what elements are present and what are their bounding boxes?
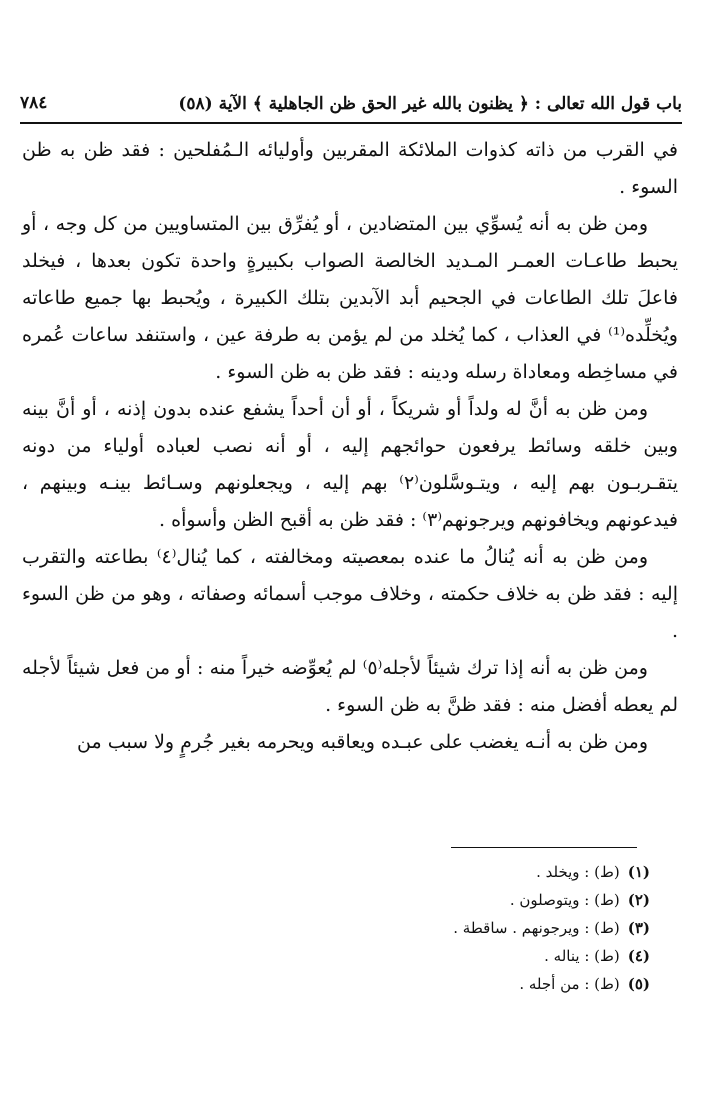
footnote-text: (ط) : ويتوصلون . bbox=[509, 891, 620, 909]
paragraph: ومن ظن به أنَّ له ولداً أو شريكاً ، أو أن أحداً يشفع عنده بدون إذنه ، أو أنَّ بينه وبين خلقه وسائط يرفعون حوائجهم إليه ، أو أنه نصب لعباده أولياء من دونه يتقـربـون بهم إليه ، ويتـوسَّلون⁽٢⁾ بهم إليه ، ويجعلونهم وسـائط بينـه وبينهم ، فيدعونهم ويخافونهم ويرجونهم⁽٣⁾ : فقد ظن به أقبح الظن وأسوأه . bbox=[22, 398, 679, 531]
footnote-text: (ط) : يناله . bbox=[544, 947, 620, 965]
footnote-text: (ط) : ويخلد . bbox=[536, 863, 620, 881]
footnote-number: (٤) bbox=[627, 947, 650, 965]
paragraph: ومن ظن به أنه يُسوِّي بين المتضادين ، أو يُفرِّق بين المتساويين من كل وجه ، أو يحبط طاعـات العمـر المـديد الخالصة الصواب بكبيرةٍ واحدة تكون بعدها ، فيخلد فاعلَ تلك الطاعات في الجحيم أبد الآبدين بتلك الكبيرة ، ويُحبط بها جميع طاعاته ويُخلِّده⁽¹⁾ في العذاب ، كما يُخلد من لم يؤمن به طرفة عين ، واستنفد ساعات عُمره في مساخِطه ومعاداة رسله ودينه : فقد ظن به ظن السوء . bbox=[22, 213, 678, 383]
chapter-title: باب قول الله تعالى : ﴿ يظنون بالله غير الحق ظن الجاهلية ﴾ الآية (٥٨) bbox=[178, 93, 682, 114]
running-header bbox=[20, 88, 682, 118]
paragraph: ومن ظن به أنه إذا ترك شيئاً لأجله⁽٥⁾ لم يُعوِّضه خيراً منه : أو من فعل شيئاً لأجله لم يعطه أفضل منه : فقد ظنَّ به ظن السوء . bbox=[22, 657, 678, 716]
footnote-text: (ط) : ويرجونهم . ساقطة . bbox=[453, 919, 620, 937]
page-number: ٧٨٤ bbox=[20, 93, 48, 113]
footnote-number: (٣) bbox=[627, 919, 650, 937]
footnote-number: (٢) bbox=[627, 891, 650, 909]
footnote bbox=[230, 942, 650, 970]
footnote-rule bbox=[451, 847, 637, 848]
footnote bbox=[230, 886, 650, 914]
paragraph: ومن ظن به أنه يُنالُ ما عنده بمعصيته ومخالفته ، كما يُنال⁽٤⁾ بطاعته والتقرب إليه : فقد ظن به خلاف حكمته ، وخلاف موجب أسمائه وصفاته ، وهو من ظن السوء . bbox=[22, 546, 678, 642]
paragraph: في القرب من ذاته كذوات الملائكة المقربين وأوليائه الـمُفلحين : فقد ظن به ظن السوء . bbox=[22, 139, 678, 198]
header-rule bbox=[20, 122, 682, 124]
footnote bbox=[230, 858, 650, 886]
main-text bbox=[22, 132, 678, 761]
paragraph: ومن ظن به أنـه يغضب على عبـده ويعاقبه ويحرمه بغير جُرمٍ ولا سبب من bbox=[77, 731, 648, 753]
footnote-text: (ط) : من أجله . bbox=[519, 975, 620, 993]
footnotes bbox=[230, 858, 650, 998]
footnote-number: (١) bbox=[627, 863, 650, 881]
footnote bbox=[230, 914, 650, 942]
footnote-number: (٥) bbox=[627, 975, 650, 993]
footnote bbox=[230, 970, 650, 998]
